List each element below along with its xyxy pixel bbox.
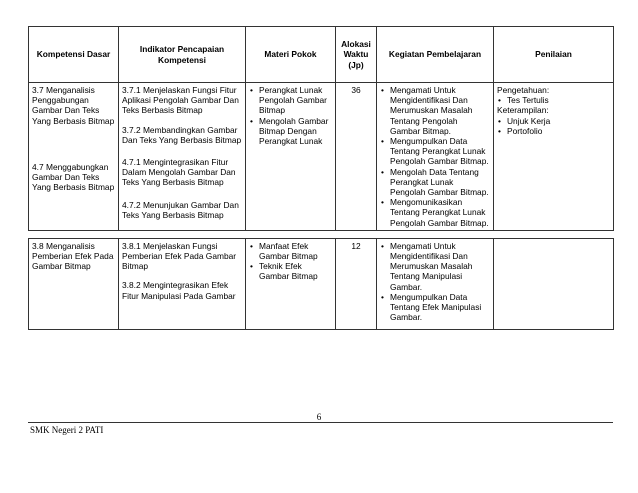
ipk-item: 3.8.1 Menjelaskan Fungsi Pemberian Efek Pada Gambar Bitmap bbox=[122, 240, 237, 272]
ipk-item: 3.7.1 Menjelaskan Fungsi Fitur Aplikasi Pengolah Gambar Dan Teks Berbasis Bitmap bbox=[122, 85, 239, 116]
cell-alokasi: 36 bbox=[336, 83, 377, 231]
cell-alokasi: 12 bbox=[336, 238, 377, 329]
kd-item: 3.8 Menganalisis Pemberian Efek Pada Gambar Bitmap bbox=[32, 240, 114, 272]
header-kompetensi-dasar: Kompetensi Dasar bbox=[29, 27, 119, 83]
header-penilaian: Penilaian bbox=[494, 27, 614, 83]
kegiatan-item: • Mengolah Data Tentang Perangkat Lunak Pengolah Gambar Bitmap. bbox=[380, 167, 490, 198]
pengetahuan-label: Pengetahuan: bbox=[497, 85, 550, 95]
cell-penilaian bbox=[494, 238, 614, 329]
materi-item: • Mengolah Gambar Bitmap Dengan Perangkat Lunak bbox=[249, 116, 332, 147]
header-materi-pokok: Materi Pokok bbox=[246, 27, 336, 83]
materi-item: • Perangkat Lunak Pengolah Gambar Bitmap bbox=[249, 85, 332, 116]
ipk-item: 3.7.2 Membandingkan Gambar Dan Teks Yang Berbasis Bitmap bbox=[122, 124, 242, 145]
table-row bbox=[29, 238, 614, 329]
ipk-item: 4.7.2 Menunjukan Gambar Dan Teks Yang Berbasis Bitmap bbox=[122, 199, 239, 220]
cell-kegiatan bbox=[377, 238, 494, 329]
syllabus-table bbox=[28, 26, 614, 330]
cell-kompetensi-dasar bbox=[29, 83, 119, 231]
header-alokasi-waktu: Alokasi Waktu (Jp) bbox=[336, 27, 377, 83]
materi-item: • Manfaat Efek Gambar Bitmap bbox=[249, 241, 332, 261]
cell-indikator bbox=[119, 83, 246, 231]
cell-kompetensi-dasar bbox=[29, 238, 119, 329]
kegiatan-item: • Mengumpulkan Data Tentang Efek Manipulasi Gambar. bbox=[380, 292, 490, 323]
kegiatan-item: • Mengamati Untuk Mengidentifikasi Dan Merumuskan Masalah Tentang Pengolah Gambar Bitmap. bbox=[380, 85, 490, 136]
ipk-item: 3.8.2 Mengintegrasikan Efek Fitur Manipulasi Pada Gambar bbox=[122, 280, 236, 301]
keterampilan-label: Keterampilan: bbox=[497, 105, 549, 116]
cell-penilaian bbox=[494, 83, 614, 231]
materi-item: • Teknik Efek Gambar Bitmap bbox=[249, 261, 332, 281]
kegiatan-item: • Mengamati Untuk Mengidentifikasi Dan Merumuskan Masalah Tentang Manipulasi Gambar. bbox=[380, 241, 490, 292]
kegiatan-item: • Mengumpulkan Data Tentang Perangkat Lunak Pengolah Gambar Bitmap. bbox=[380, 136, 490, 167]
header-indikator: Indikator Pencapaian Kompetensi bbox=[119, 27, 246, 83]
kegiatan-item: • Mengomunikasikan Tentang Perangkat Lunak Pengolah Gambar Bitmap. bbox=[380, 197, 490, 228]
page-number: 6 bbox=[316, 412, 322, 422]
table-row bbox=[29, 83, 614, 231]
penilaian-item: • Tes Tertulis bbox=[497, 95, 610, 105]
kd-item: 4.7 Menggabungkan Gambar Dan Teks Yang Berbasis Bitmap bbox=[32, 161, 115, 193]
row-spacer bbox=[29, 230, 614, 238]
cell-materi-pokok bbox=[246, 238, 336, 329]
penilaian-item: • Portofolio bbox=[497, 126, 610, 136]
table-header-row bbox=[29, 27, 614, 83]
footer-divider bbox=[28, 422, 613, 423]
cell-kegiatan bbox=[377, 83, 494, 231]
cell-indikator bbox=[119, 238, 246, 329]
kd-item: 3.7 Menganalisis Penggabungan Gambar Dan Teks Yang Berbasis Bitmap bbox=[32, 85, 115, 126]
cell-materi-pokok bbox=[246, 83, 336, 231]
ipk-item: 4.7.1 Mengintegrasikan Fitur Dalam Mengolah Gambar Dan Teks Yang Berbasis Bitmap bbox=[122, 157, 236, 188]
footer-text: SMK Negeri 2 PATI bbox=[30, 425, 104, 435]
penilaian-item: • Unjuk Kerja bbox=[497, 116, 610, 126]
header-kegiatan: Kegiatan Pembelajaran bbox=[377, 27, 494, 83]
